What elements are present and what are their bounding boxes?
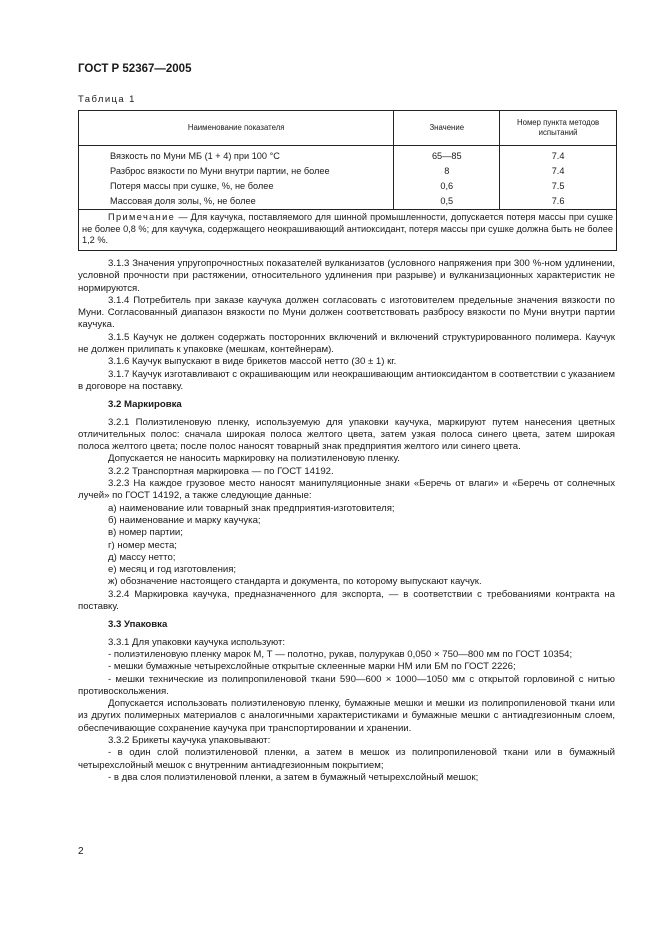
list-item: б) наименование и марку каучука; [108,514,261,526]
paragraph-3-1-5: 3.1.5 Каучук не должен содержать посторонних включений и включений структурированного полимера. Каучук не должен прилипать к упаковке (мешкам, контейнерам). [78,331,615,356]
table-row [79,194,617,210]
row-value: 65—85 [394,146,500,165]
document-header: ГОСТ Р 52367—2005 [78,63,192,75]
paragraph-3-3-2-a: - в один слой полиэтиленовой пленки, а затем в мешок из полипропиленовой ткани или в бумажный четырехслойный мешок с внутренним антиадгезионным покрытием; [78,747,615,771]
row-name: Потеря массы при сушке, %, не более [79,179,394,194]
row-value: 0,6 [394,179,500,194]
paragraph-3-3-1-b: - мешки бумажные четырехслойные открытые склеенные марки НМ или БМ по ГОСТ 2226; [108,661,516,673]
paragraph-3-1-3: 3.1.3 Значения упругопрочностных показателей вулканизатов (условного напряжения при 300 %-ном удлинении, условной прочности при растяжении, относительного удлинения при разрыве) и вулканизационных характеристик не нормируются. [78,258,615,294]
paragraph-3-2-2: 3.2.2 Транспортная маркировка — по ГОСТ 14192. [108,465,334,477]
table-header-row [79,111,617,146]
paragraph-3-1-7: 3.1.7 Каучук изготавливают с окрашивающим или неокрашивающим антиоксидантом в соответствии с указанием в договоре на поставку. [78,368,615,392]
paragraph-3-3-1-c: - мешки технические из полипропиленовой ткани 590—600 × 1000—1050 мм с открытой горловиной с нитью противоскольжения. [78,673,615,697]
paragraph-3-3-2-b: - в два слоя полиэтиленовой пленки, а затем в бумажный четырехслойный мешок; [108,771,479,783]
column-header: Номер пункта методов испытаний [500,111,617,146]
list-item: а) наименование или товарный знак предприятия-изготовителя; [108,502,395,514]
paragraph-3-2-4: 3.2.4 Маркировка каучука, предназначенного для экспорта, — в соответствии с требованиями контракта на поставку. [78,588,615,613]
paragraph-3-2-1: 3.2.1 Полиэтиленовую пленку, используемую для упаковки каучука, маркируют путем нанесения цветных отличительных полос: сначала широкая полоса желтого цвета, затем узкая полоса синего цвета, затем широкая полоса желтого цвета; после полос наносят товарный знак предприятия желтого или синего цвета. [78,416,615,453]
row-name: Разброс вязкости по Муни внутри партии, не более [79,164,394,179]
list-item: г) номер места; [108,539,177,551]
list-item: ж) обозначение настоящего стандарта и документа, по которому выпускают каучук. [108,576,482,588]
table-row [79,146,617,165]
row-method: 7.4 [500,164,617,179]
row-method: 7.5 [500,179,617,194]
row-value: 0,5 [394,194,500,210]
paragraph-3-3-2: 3.3.2 Брикеты каучука упаковывают: [108,734,271,746]
row-method: 7.4 [500,146,617,165]
list-item: в) номер партии; [108,527,183,539]
table-row [79,164,617,179]
section-heading-marking: 3.2 Маркировка [108,399,182,411]
column-header: Значение [394,111,500,146]
row-value: 8 [394,164,500,179]
paragraph-3-3-1: 3.3.1 Для упаковки каучука используют: [108,636,286,648]
page-number: 2 [78,846,84,857]
paragraph-3-3-1-d: Допускается использовать полиэтиленовую пленку, бумажные мешки и мешки из полипропиленовой ткани или из других полимерных материалов с аналогичными характеристиками и бумажные мешки с антиадгезионным слоем, обеспечивающие сохранение каучука при транспортировании и хранении. [78,698,615,734]
document-body [78,258,615,784]
paragraph-3-2-1-note: Допускается не наносить маркировку на полиэтиленовую пленку. [108,453,400,465]
list-item: д) массу нетто; [108,551,176,563]
row-name: Вязкость по Муни МБ (1 + 4) при 100 °С [79,146,394,165]
table-row [79,179,617,194]
table-caption: Таблица 1 [78,94,136,105]
section-heading-packaging: 3.3 Упаковка [108,619,168,631]
row-method: 7.6 [500,194,617,210]
row-name: Массовая доля золы, %, не более [79,194,394,210]
table-note-row [79,210,617,251]
list-item: е) месяц и год изготовления; [108,564,237,576]
note-text: — Для каучука, поставляемого для шинной промышленности, допускается потеря массы при сушке не более 0,8 %; для каучука, содержащего неокрашивающий антиоксидант, потеря массы при сушке должна быть не более 1,2 %. [82,212,613,245]
table-note [79,210,617,251]
paragraph-3-2-3: 3.2.3 На каждое грузовое место наносят манипуляционные знаки «Беречь от влаги» и «Беречь от солнечных лучей» по ГОСТ 14192, а также следующие данные: [78,478,615,502]
paragraph-3-1-6: 3.1.6 Каучук выпускают в виде брикетов массой нетто (30 ± 1) кг. [108,356,397,368]
paragraph-3-1-4: 3.1.4 Потребитель при заказе каучука должен согласовать с изготовителем предельные значения вязкости по Муни. Согласованный диапазон вязкости по Муни должен соответствовать разбросу вязкости по Муни внутри партии каучука. [78,294,615,331]
properties-table [78,110,617,251]
note-label: Примечание [108,212,176,222]
paragraph-3-3-1-a: - полиэтиленовую пленку марок М, Т — полотно, рукав, полурукав 0,050 × 750—800 мм по ГОСТ 10354; [108,648,573,660]
column-header: Наименование показателя [79,111,394,146]
